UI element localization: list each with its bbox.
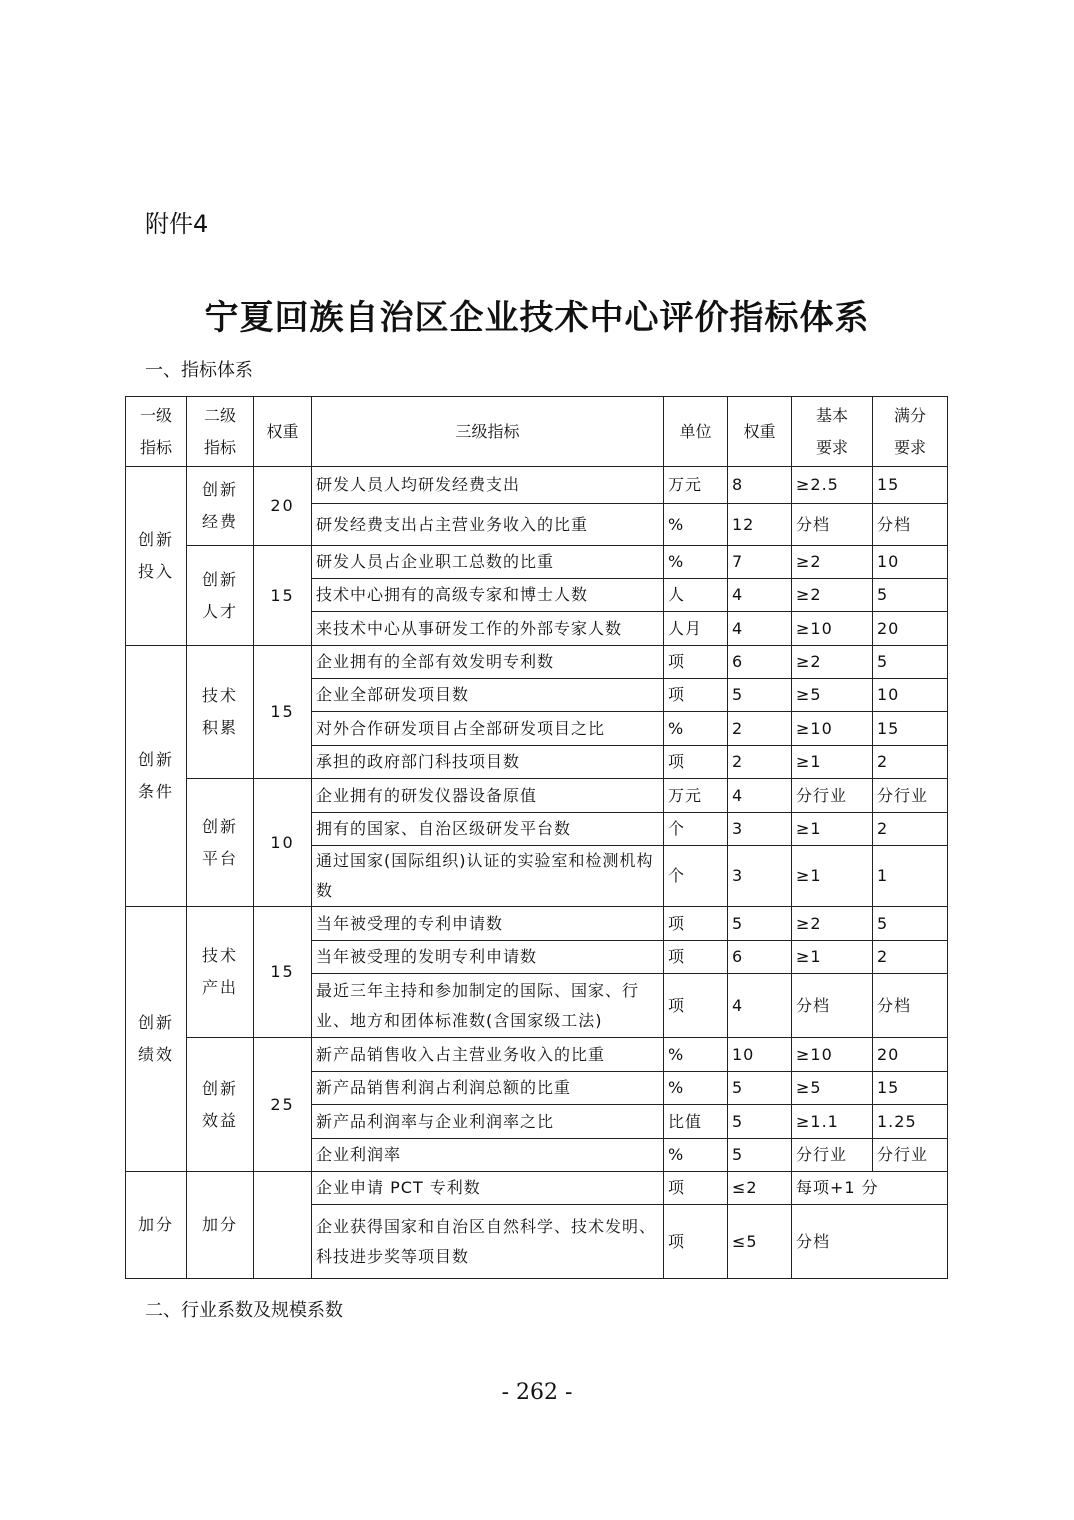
unit-cell: 人: [664, 579, 728, 612]
full-cell: 2: [873, 941, 948, 974]
indicator-cell: 当年被受理的专利申请数: [312, 907, 664, 941]
full-cell: 分档: [873, 974, 948, 1038]
weight-cell: 5: [728, 1072, 792, 1105]
basic-cell: ≥10: [792, 612, 873, 646]
unit-cell: 项: [664, 1205, 728, 1279]
unit-cell: %: [664, 1038, 728, 1072]
weight-cell: 2: [728, 746, 792, 779]
header-basic: 基本 要求: [792, 397, 873, 467]
basic-cell: 分档: [792, 974, 873, 1038]
weight-cell: 4: [728, 974, 792, 1038]
indicator-cell: 企业拥有的研发仪器设备原值: [312, 779, 664, 813]
basic-cell: 分行业: [792, 1139, 873, 1172]
indicator-cell: 当年被受理的发明专利申请数: [312, 941, 664, 974]
basic-cell: ≥2.5: [792, 467, 873, 504]
full-cell: 10: [873, 679, 948, 712]
header-unit: 单位: [664, 397, 728, 467]
weight-cell: 6: [728, 941, 792, 974]
subgroup-weight: 25: [254, 1038, 312, 1172]
basic-cell: ≥2: [792, 646, 873, 679]
unit-cell: 万元: [664, 779, 728, 813]
basic-cell: ≥5: [792, 1072, 873, 1105]
indicator-cell: 企业获得国家和自治区自然科学、技术发明、科技进步奖等项目数: [312, 1205, 664, 1279]
unit-cell: %: [664, 712, 728, 746]
unit-cell: 个: [664, 813, 728, 846]
weight-cell: 5: [728, 1105, 792, 1139]
header-full: 满分 要求: [873, 397, 948, 467]
basic-cell: ≥2: [792, 579, 873, 612]
indicator-cell: 技术中心拥有的高级专家和博士人数: [312, 579, 664, 612]
indicator-cell: 新产品销售收入占主营业务收入的比重: [312, 1038, 664, 1072]
basic-cell: ≥1: [792, 746, 873, 779]
subgroup-cell: 技术 产出: [187, 907, 254, 1038]
indicator-cell: 对外合作研发项目占全部研发项目之比: [312, 712, 664, 746]
subgroup-weight: 10: [254, 779, 312, 907]
basic-cell: ≥1: [792, 846, 873, 907]
unit-cell: %: [664, 546, 728, 579]
unit-cell: 项: [664, 1172, 728, 1205]
section-heading-coefficients: 二、行业系数及规模系数: [145, 1300, 343, 1321]
unit-cell: 万元: [664, 467, 728, 504]
basic-cell: 分档: [792, 504, 873, 546]
basic-cell: ≥1: [792, 813, 873, 846]
full-cell: 1.25: [873, 1105, 948, 1139]
weight-cell: 5: [728, 679, 792, 712]
subgroup-cell: 创新 人才: [187, 546, 254, 646]
basic-cell: ≥2: [792, 546, 873, 579]
header-weight3: 权重: [728, 397, 792, 467]
weight-cell: 10: [728, 1038, 792, 1072]
full-cell: 20: [873, 612, 948, 646]
unit-cell: 项: [664, 974, 728, 1038]
weight-cell: 2: [728, 712, 792, 746]
full-cell: 5: [873, 907, 948, 941]
unit-cell: %: [664, 504, 728, 546]
indicator-cell: 企业申请 PCT 专利数: [312, 1172, 664, 1205]
weight-cell: 4: [728, 779, 792, 813]
full-cell: 分行业: [873, 779, 948, 813]
subgroup-weight: 20: [254, 467, 312, 546]
group-cell: 加分: [126, 1172, 187, 1279]
indicator-table: [125, 396, 948, 1279]
basic-cell: ≥1: [792, 941, 873, 974]
document-title: 宁夏回族自治区企业技术中心评价指标体系: [204, 298, 870, 338]
table-row: [126, 646, 948, 679]
full-cell: 10: [873, 546, 948, 579]
full-cell: 5: [873, 646, 948, 679]
unit-cell: 比值: [664, 1105, 728, 1139]
subgroup-weight: [254, 1172, 312, 1279]
weight-cell: 3: [728, 846, 792, 907]
unit-cell: 项: [664, 907, 728, 941]
weight-cell: 5: [728, 1139, 792, 1172]
weight-cell: ≤2: [728, 1172, 792, 1205]
subgroup-cell: 技术 积累: [187, 646, 254, 779]
section-heading-indicators: 一、指标体系: [145, 360, 253, 381]
group-cell: 创新 绩效: [126, 907, 187, 1172]
group-cell: 创新 投入: [126, 467, 187, 646]
weight-cell: ≤5: [728, 1205, 792, 1279]
indicator-cell: 企业利润率: [312, 1139, 664, 1172]
weight-cell: 12: [728, 504, 792, 546]
basic-cell: ≥10: [792, 1038, 873, 1072]
indicator-cell: 研发经费支出占主营业务收入的比重: [312, 504, 664, 546]
indicator-cell: 通过国家(国际组织)认证的实验室和检测机构数: [312, 846, 664, 907]
full-cell: 20: [873, 1038, 948, 1072]
unit-cell: 项: [664, 941, 728, 974]
full-cell: 15: [873, 712, 948, 746]
full-cell: 分行业: [873, 1139, 948, 1172]
weight-cell: 7: [728, 546, 792, 579]
header-weight: 权重: [254, 397, 312, 467]
attachment-label: 附件4: [145, 210, 209, 238]
basic-cell: ≥1.1: [792, 1105, 873, 1139]
subgroup-cell: 创新 平台: [187, 779, 254, 907]
subgroup-weight: 15: [254, 907, 312, 1038]
basic-cell: ≥10: [792, 712, 873, 746]
unit-cell: 项: [664, 746, 728, 779]
weight-cell: 4: [728, 612, 792, 646]
table-row: [126, 546, 948, 579]
indicator-cell: 研发人员人均研发经费支出: [312, 467, 664, 504]
full-cell: 2: [873, 813, 948, 846]
full-cell: 1: [873, 846, 948, 907]
group-cell: 创新 条件: [126, 646, 187, 907]
unit-cell: 人月: [664, 612, 728, 646]
subgroup-cell: 创新 经费: [187, 467, 254, 546]
indicator-cell: 承担的政府部门科技项目数: [312, 746, 664, 779]
header-level2: 二级 指标: [187, 397, 254, 467]
basic-cell: ≥2: [792, 907, 873, 941]
basic-cell: 分档: [792, 1205, 948, 1279]
indicator-cell: 新产品销售利润占利润总额的比重: [312, 1072, 664, 1105]
subgroup-cell: 加分: [187, 1172, 254, 1279]
basic-cell: ≥5: [792, 679, 873, 712]
table-row: [126, 1172, 948, 1205]
indicator-cell: 最近三年主持和参加制定的国际、国家、行业、地方和团体标准数(含国家级工法): [312, 974, 664, 1038]
weight-cell: 4: [728, 579, 792, 612]
indicator-cell: 研发人员占企业职工总数的比重: [312, 546, 664, 579]
subgroup-weight: 15: [254, 546, 312, 646]
full-cell: 2: [873, 746, 948, 779]
unit-cell: %: [664, 1072, 728, 1105]
indicator-cell: 企业拥有的全部有效发明专利数: [312, 646, 664, 679]
full-cell: 15: [873, 1072, 948, 1105]
indicator-cell: 拥有的国家、自治区级研发平台数: [312, 813, 664, 846]
full-cell: 15: [873, 467, 948, 504]
indicator-cell: 新产品利润率与企业利润率之比: [312, 1105, 664, 1139]
header-level3: 三级指标: [312, 397, 664, 467]
unit-cell: 个: [664, 846, 728, 907]
table-row: [126, 907, 948, 941]
table-header-row: [126, 397, 948, 467]
full-cell: 5: [873, 579, 948, 612]
basic-cell: 分行业: [792, 779, 873, 813]
weight-cell: 6: [728, 646, 792, 679]
table-row: [126, 1038, 948, 1072]
weight-cell: 5: [728, 907, 792, 941]
indicator-cell: 来技术中心从事研发工作的外部专家人数: [312, 612, 664, 646]
header-level1: 一级 指标: [126, 397, 187, 467]
table-row: [126, 779, 948, 813]
table-row: [126, 467, 948, 504]
basic-cell: 每项+1 分: [792, 1172, 948, 1205]
indicator-cell: 企业全部研发项目数: [312, 679, 664, 712]
unit-cell: 项: [664, 646, 728, 679]
full-cell: 分档: [873, 504, 948, 546]
unit-cell: %: [664, 1139, 728, 1172]
weight-cell: 3: [728, 813, 792, 846]
unit-cell: 项: [664, 679, 728, 712]
subgroup-cell: 创新 效益: [187, 1038, 254, 1172]
weight-cell: 8: [728, 467, 792, 504]
subgroup-weight: 15: [254, 646, 312, 779]
page-number: - 262 -: [501, 1380, 573, 1405]
